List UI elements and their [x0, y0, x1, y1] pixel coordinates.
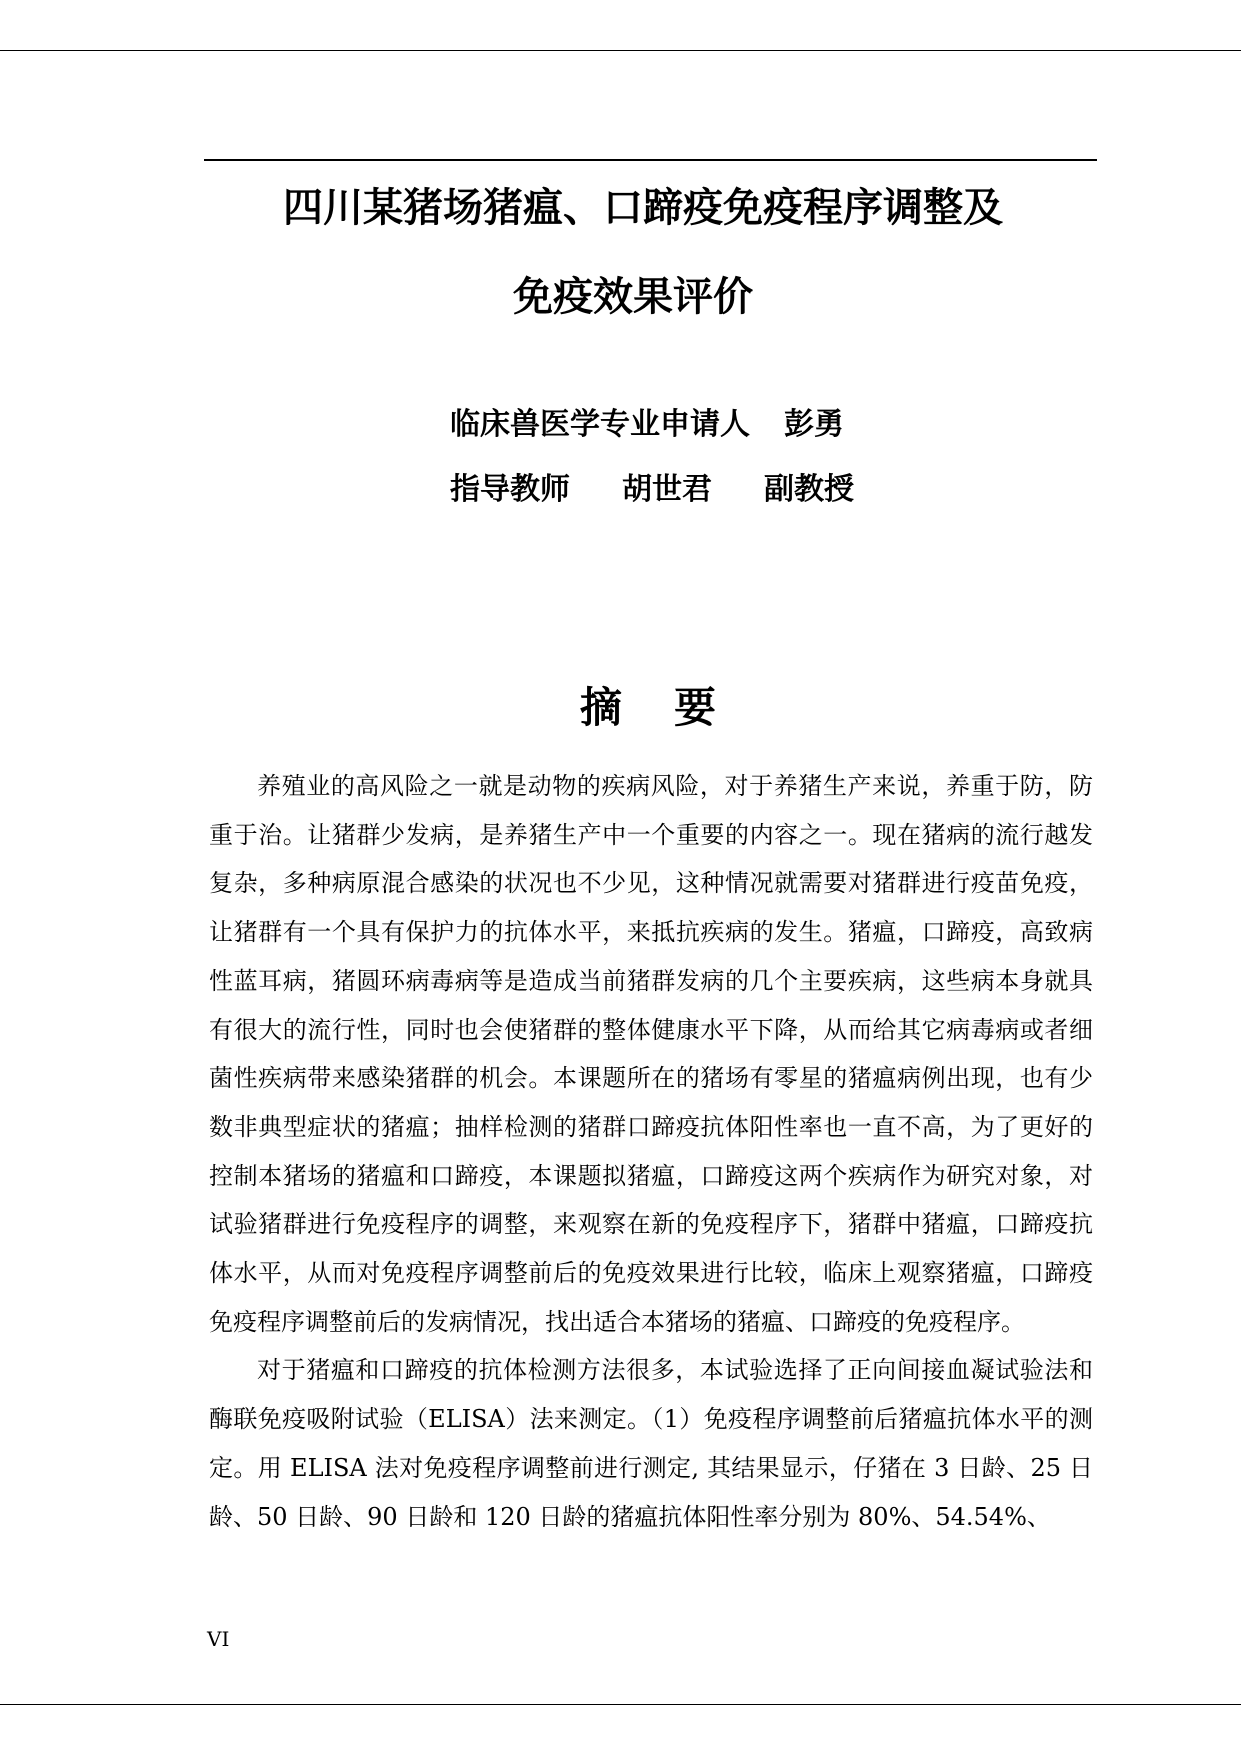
advisor-name: 胡世君	[622, 472, 712, 507]
paper-title-line-1: 四川某猪场猪瘟、口蹄疫免疫程序调整及	[283, 185, 1003, 231]
abstract-heading-char-1: 摘	[580, 683, 623, 732]
applicant-line	[450, 405, 844, 445]
advisor-label: 指导教师	[450, 472, 570, 507]
advisor-title: 副教授	[764, 472, 854, 507]
advisor-line	[450, 470, 854, 510]
title-rule	[204, 159, 1097, 161]
top-page-rule	[0, 50, 1241, 51]
major-label: 临床兽医学专业申请人	[450, 407, 750, 442]
abstract-body	[209, 762, 1093, 1541]
applicant-name: 彭勇	[784, 407, 844, 442]
abstract-paragraph-1: 养殖业的高风险之一就是动物的疾病风险，对于养猪生产来说，养重于防，防重于治。让猪群少发病，是养猪生产中一个重要的内容之一。现在猪病的流行越发复杂，多种病原混合感染的状况也不少见，这种情况就需要对猪群进行疫苗免疫，让猪群有一个具有保护力的抗体水平，来抵抗疾病的发生。猪瘟，口蹄疫，高致病性蓝耳病，猪圆环病毒病等是造成当前猪群发病的几个主要疾病，这些病本身就具有很大的流行性，同时也会使猪群的整体健康水平下降，从而给其它病毒病或者细菌性疾病带来感染猪群的机会。本课题所在的猪场有零星的猪瘟病例出现，也有少数非典型症状的猪瘟；抽样检测的猪群口蹄疫抗体阳性率也一直不高，为了更好的控制本猪场的猪瘟和口蹄疫，本课题拟猪瘟，口蹄疫这两个疾病作为研究对象，对试验猪群进行免疫程序的调整，来观察在新的免疫程序下，猪群中猪瘟，口蹄疫抗体水平，从而对免疫程序调整前后的免疫效果进行比较，临床上观察猪瘟，口蹄疫免疫程序调整前后的发病情况，找出适合本猪场的猪瘟、口蹄疫的免疫程序。	[209, 772, 1093, 1336]
bottom-page-rule	[0, 1704, 1241, 1705]
abstract-paragraph-2: 对于猪瘟和口蹄疫的抗体检测方法很多，本试验选择了正向间接血凝试验法和酶联免疫吸附试验（ELISA）法来测定。（1）免疫程序调整前后猪瘟抗体水平的测定。用 ELISA 法对免疫程序调整前进行测定, 其结果显示，仔猪在 3 日龄、25 日龄、50 日龄、90 日龄和 120 日龄的猪瘟抗体阳性率分别为 80%、54.54%、	[209, 1356, 1093, 1531]
abstract-heading-char-2: 要	[674, 683, 717, 732]
abstract-heading	[580, 682, 716, 734]
page-number: VI	[207, 1627, 230, 1651]
paper-title-line-2: 免疫效果评价	[513, 274, 753, 320]
